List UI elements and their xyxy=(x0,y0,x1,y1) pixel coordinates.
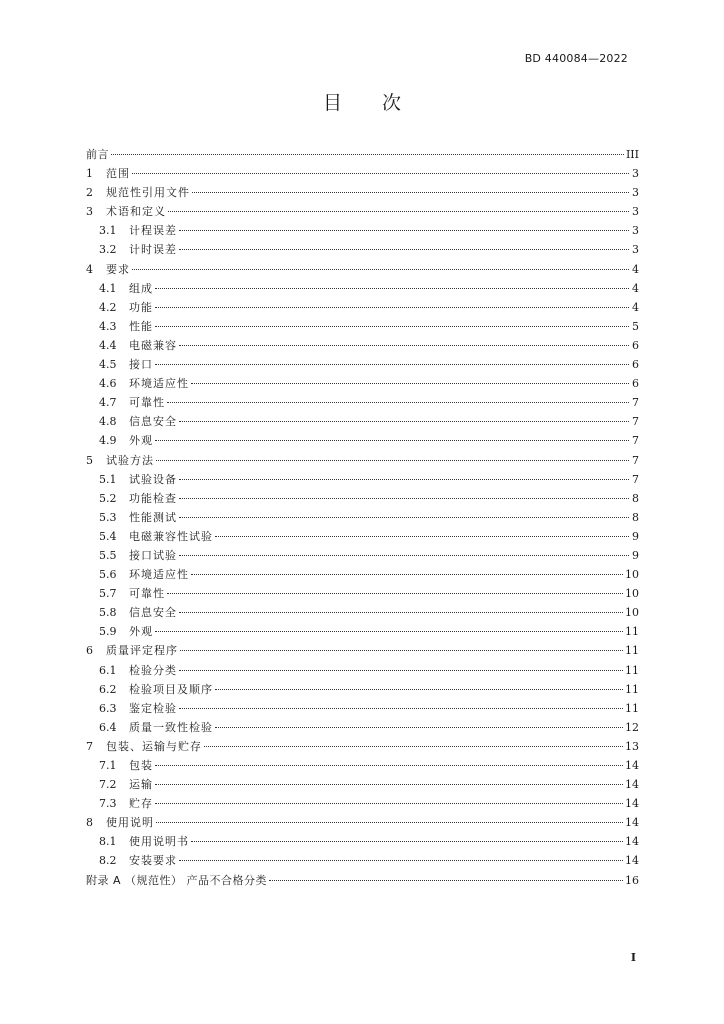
toc-entry-number: 4.4 xyxy=(99,338,117,352)
toc-entry[interactable] xyxy=(86,565,639,584)
toc-entry-label: 可靠性 xyxy=(129,587,165,601)
toc-entry[interactable] xyxy=(86,260,639,279)
toc-entry[interactable] xyxy=(86,527,639,546)
toc-dot-leader xyxy=(191,841,623,842)
toc-entry-page: 7 xyxy=(632,396,639,410)
toc-dot-leader xyxy=(155,326,629,327)
toc-entry-page: 7 xyxy=(632,472,639,486)
toc-entry-page: 9 xyxy=(632,548,639,562)
toc-dot-leader xyxy=(204,746,623,747)
toc-entry-number: 4.8 xyxy=(99,415,117,429)
toc-entry[interactable] xyxy=(86,145,639,164)
toc-entry-label: 质量一致性检验 xyxy=(129,720,213,734)
title-char-2: 次 xyxy=(382,92,402,114)
toc-entry-label: 运输 xyxy=(129,778,153,792)
toc-entry-number: 5.9 xyxy=(99,625,117,639)
toc-entry[interactable] xyxy=(86,813,639,832)
toc-entry-label: 安装要求 xyxy=(129,854,177,868)
toc-entry-number: 5.1 xyxy=(99,472,117,486)
toc-entry-label: 计程误差 xyxy=(129,224,177,238)
toc-dot-leader xyxy=(155,440,629,441)
toc-entry-page: 12 xyxy=(625,720,639,734)
toc-entry-page: 11 xyxy=(625,644,639,658)
toc-entry-number: 8.2 xyxy=(99,854,117,868)
toc-dot-leader xyxy=(155,307,629,308)
toc-dot-leader xyxy=(179,230,629,231)
toc-entry[interactable] xyxy=(86,718,639,737)
toc-entry-label: 组成 xyxy=(129,281,153,295)
toc-entry[interactable] xyxy=(86,851,639,870)
toc-entry-page: 8 xyxy=(632,491,639,505)
toc-entry-label: 规范性引用文件 xyxy=(106,186,190,200)
toc-entry-page: 5 xyxy=(632,319,639,333)
toc-entry-page: 16 xyxy=(625,873,639,887)
toc-entry-page: 7 xyxy=(632,453,639,467)
toc-entry-page: 11 xyxy=(625,663,639,677)
toc-dot-leader xyxy=(156,822,623,823)
document-code: BD 440084—2022 xyxy=(524,52,628,65)
toc-entry-label: 可靠性 xyxy=(129,396,165,410)
toc-entry-page: 10 xyxy=(625,568,639,582)
toc-entry-label: 检验项目及顺序 xyxy=(129,682,213,696)
toc-dot-leader xyxy=(179,421,629,422)
toc-entry-number: 4.5 xyxy=(99,358,117,372)
toc-entry-number: 3 xyxy=(86,205,93,219)
toc-entry-page: 6 xyxy=(632,338,639,352)
toc-entry-number: 7.3 xyxy=(99,797,117,811)
toc-entry-page: 9 xyxy=(632,529,639,543)
toc-entry-page: 14 xyxy=(625,778,639,792)
toc-entry-number: 4.7 xyxy=(99,396,117,410)
toc-entry-label: 使用说明书 xyxy=(129,835,189,849)
toc-dot-leader xyxy=(191,383,629,384)
toc-entry-number: 6.4 xyxy=(99,720,117,734)
toc-entry[interactable] xyxy=(86,164,639,183)
toc-entry[interactable] xyxy=(86,546,639,565)
toc-dot-leader xyxy=(168,211,629,212)
toc-entry-page: 4 xyxy=(632,262,639,276)
toc-entry-page: 11 xyxy=(625,625,639,639)
toc-entry-page: 11 xyxy=(625,682,639,696)
toc-entry-page: 3 xyxy=(632,224,639,238)
toc-dot-leader xyxy=(179,708,623,709)
toc-entry-page: 3 xyxy=(632,243,639,257)
toc-entry-number: 3.2 xyxy=(99,243,117,257)
toc-entry-page: 6 xyxy=(632,377,639,391)
toc-entry-page: 3 xyxy=(632,186,639,200)
toc-entry-label: 试验设备 xyxy=(129,472,177,486)
toc-entry-number: 5.3 xyxy=(99,510,117,524)
toc-entry-number: 7.2 xyxy=(99,778,117,792)
toc-entry-label: 信息安全 xyxy=(129,606,177,620)
toc-dot-leader xyxy=(167,402,629,403)
toc-entry[interactable] xyxy=(86,183,639,202)
toc-entry[interactable] xyxy=(86,451,639,470)
toc-entry-label: 性能 xyxy=(129,319,153,333)
toc-dot-leader xyxy=(132,269,629,270)
toc-entry[interactable] xyxy=(86,508,639,527)
toc-entry-page: 6 xyxy=(632,358,639,372)
toc-entry-label: 环境适应性 xyxy=(129,377,189,391)
toc-entry[interactable] xyxy=(86,489,639,508)
toc-entry[interactable] xyxy=(86,680,639,699)
toc-entry-page: 14 xyxy=(625,835,639,849)
toc-entry-label: 接口 xyxy=(129,358,153,372)
toc-entry-label: 性能测试 xyxy=(129,510,177,524)
toc-dot-leader xyxy=(192,192,629,193)
toc-entry[interactable] xyxy=(86,317,639,336)
toc-dot-leader xyxy=(155,288,629,289)
toc-dot-leader xyxy=(179,479,629,480)
toc-entry-label: 电磁兼容 xyxy=(129,338,177,352)
toc-entry-page: 11 xyxy=(625,701,639,715)
toc-entry[interactable] xyxy=(86,298,639,317)
toc-dot-leader xyxy=(155,364,629,365)
toc-entry[interactable] xyxy=(86,412,639,431)
toc-entry-number: 5.2 xyxy=(99,491,117,505)
toc-entry-page: 4 xyxy=(632,281,639,295)
toc-entry[interactable] xyxy=(86,221,639,240)
toc-entry-label: 质量评定程序 xyxy=(106,644,178,658)
toc-entry[interactable] xyxy=(86,279,639,298)
toc-entry-label: 使用说明 xyxy=(106,816,154,830)
toc-entry-number: 5.8 xyxy=(99,606,117,620)
toc-entry-number: 2 xyxy=(86,186,93,200)
toc-dot-leader xyxy=(179,555,629,556)
toc-entry-page: III xyxy=(625,148,639,161)
toc-entry-page: 7 xyxy=(632,415,639,429)
toc-entry-label: 范围 xyxy=(106,167,130,181)
page-title xyxy=(0,88,724,115)
toc-entry-number: 5 xyxy=(86,453,93,467)
toc-dot-leader xyxy=(269,880,623,881)
toc-entry-label: 外观 xyxy=(129,434,153,448)
toc-dot-leader xyxy=(155,765,623,766)
toc-entry-number: 6.1 xyxy=(99,663,117,677)
toc-entry-page: 3 xyxy=(632,167,639,181)
toc-dot-leader xyxy=(215,689,623,690)
toc-entry-page: 14 xyxy=(625,854,639,868)
toc-entry-label: 术语和定义 xyxy=(106,205,166,219)
toc-entry-label: 环境适应性 xyxy=(129,568,189,582)
toc-entry-label: 包装、运输与贮存 xyxy=(106,739,202,753)
toc-entry[interactable] xyxy=(86,737,639,756)
toc-dot-leader xyxy=(167,593,623,594)
toc-entry-page: 14 xyxy=(625,816,639,830)
toc-entry-page: 13 xyxy=(625,739,639,753)
toc-entry-page: 14 xyxy=(625,759,639,772)
toc-entry-label: 试验方法 xyxy=(106,453,154,467)
toc-entry[interactable] xyxy=(86,202,639,221)
toc-entry-label: 外观 xyxy=(129,625,153,639)
toc-entry-page: 8 xyxy=(632,510,639,524)
table-of-contents xyxy=(86,145,639,890)
toc-entry[interactable] xyxy=(86,794,639,813)
toc-entry-number: 5.4 xyxy=(99,529,117,543)
toc-entry-label: 计时误差 xyxy=(129,243,177,257)
toc-entry-label: 功能检查 xyxy=(129,491,177,505)
toc-entry[interactable] xyxy=(86,832,639,851)
toc-dot-leader xyxy=(179,860,623,861)
title-char-1: 目 xyxy=(322,92,342,114)
toc-entry[interactable] xyxy=(86,699,639,718)
toc-entry[interactable] xyxy=(86,431,639,450)
toc-entry[interactable] xyxy=(86,775,639,794)
toc-entry-number: 8.1 xyxy=(99,835,117,849)
toc-dot-leader xyxy=(132,173,629,174)
toc-entry-label: 电磁兼容性试验 xyxy=(129,529,213,543)
toc-dot-leader xyxy=(156,460,629,461)
toc-entry-number: 6.3 xyxy=(99,701,117,715)
toc-dot-leader xyxy=(179,249,629,250)
toc-entry-label: 要求 xyxy=(106,262,130,276)
toc-dot-leader xyxy=(155,803,623,804)
toc-entry-number: 4.1 xyxy=(99,281,117,295)
toc-entry[interactable] xyxy=(86,871,639,890)
toc-dot-leader xyxy=(179,345,629,346)
toc-entry-label: 包装 xyxy=(129,759,153,772)
toc-entry-label: 鉴定检验 xyxy=(129,701,177,715)
toc-entry-number: 4.3 xyxy=(99,319,117,333)
toc-entry[interactable] xyxy=(86,374,639,393)
toc-entry[interactable] xyxy=(86,641,639,660)
toc-entry[interactable] xyxy=(86,603,639,622)
toc-entry-label: 贮存 xyxy=(129,797,153,811)
toc-entry-label: 附录 A （规范性） 产品不合格分类 xyxy=(86,873,268,887)
footer-page-number: I xyxy=(630,951,636,964)
toc-entry[interactable] xyxy=(86,393,639,412)
toc-entry-page: 14 xyxy=(625,797,639,811)
toc-entry-number: 6 xyxy=(86,644,93,658)
toc-entry-number: 7.1 xyxy=(99,759,117,772)
toc-entry-label: 检验分类 xyxy=(129,663,177,677)
toc-entry[interactable] xyxy=(86,355,639,374)
toc-dot-leader xyxy=(215,536,629,537)
toc-entry[interactable] xyxy=(86,756,639,775)
toc-dot-leader xyxy=(155,631,623,632)
toc-entry-number: 3.1 xyxy=(99,224,117,238)
toc-entry-number: 4 xyxy=(86,262,93,276)
toc-entry-label: 接口试验 xyxy=(129,548,177,562)
toc-entry-number: 5.6 xyxy=(99,568,117,582)
toc-entry-page: 3 xyxy=(632,205,639,219)
toc-entry-number: 7 xyxy=(86,739,93,753)
toc-entry[interactable] xyxy=(86,470,639,489)
toc-entry-page: 10 xyxy=(625,587,639,601)
toc-entry-number: 5.7 xyxy=(99,587,117,601)
toc-entry-label: 前言 xyxy=(86,148,109,161)
toc-dot-leader xyxy=(191,574,623,575)
toc-dot-leader xyxy=(179,670,623,671)
toc-dot-leader xyxy=(155,784,623,785)
toc-entry-number: 1 xyxy=(86,167,93,181)
toc-entry[interactable] xyxy=(86,584,639,603)
toc-dot-leader xyxy=(179,498,629,499)
toc-dot-leader xyxy=(215,727,623,728)
toc-entry[interactable] xyxy=(86,622,639,641)
toc-dot-leader xyxy=(179,517,629,518)
toc-entry-number: 6.2 xyxy=(99,682,117,696)
toc-entry-number: 4.2 xyxy=(99,300,117,314)
toc-entry-number: 5.5 xyxy=(99,548,117,562)
toc-entry-number: 4.9 xyxy=(99,434,117,448)
toc-entry[interactable] xyxy=(86,661,639,680)
toc-entry[interactable] xyxy=(86,336,639,355)
toc-entry-page: 7 xyxy=(632,434,639,448)
toc-entry-number: 4.6 xyxy=(99,377,117,391)
toc-dot-leader xyxy=(179,612,623,613)
toc-entry-page: 4 xyxy=(632,300,639,314)
toc-entry-page: 10 xyxy=(625,606,639,620)
toc-entry-number: 8 xyxy=(86,816,93,830)
toc-entry[interactable] xyxy=(86,240,639,259)
toc-entry-label: 功能 xyxy=(129,300,153,314)
toc-dot-leader xyxy=(180,650,623,651)
toc-dot-leader xyxy=(111,154,624,155)
toc-entry-label: 信息安全 xyxy=(129,415,177,429)
